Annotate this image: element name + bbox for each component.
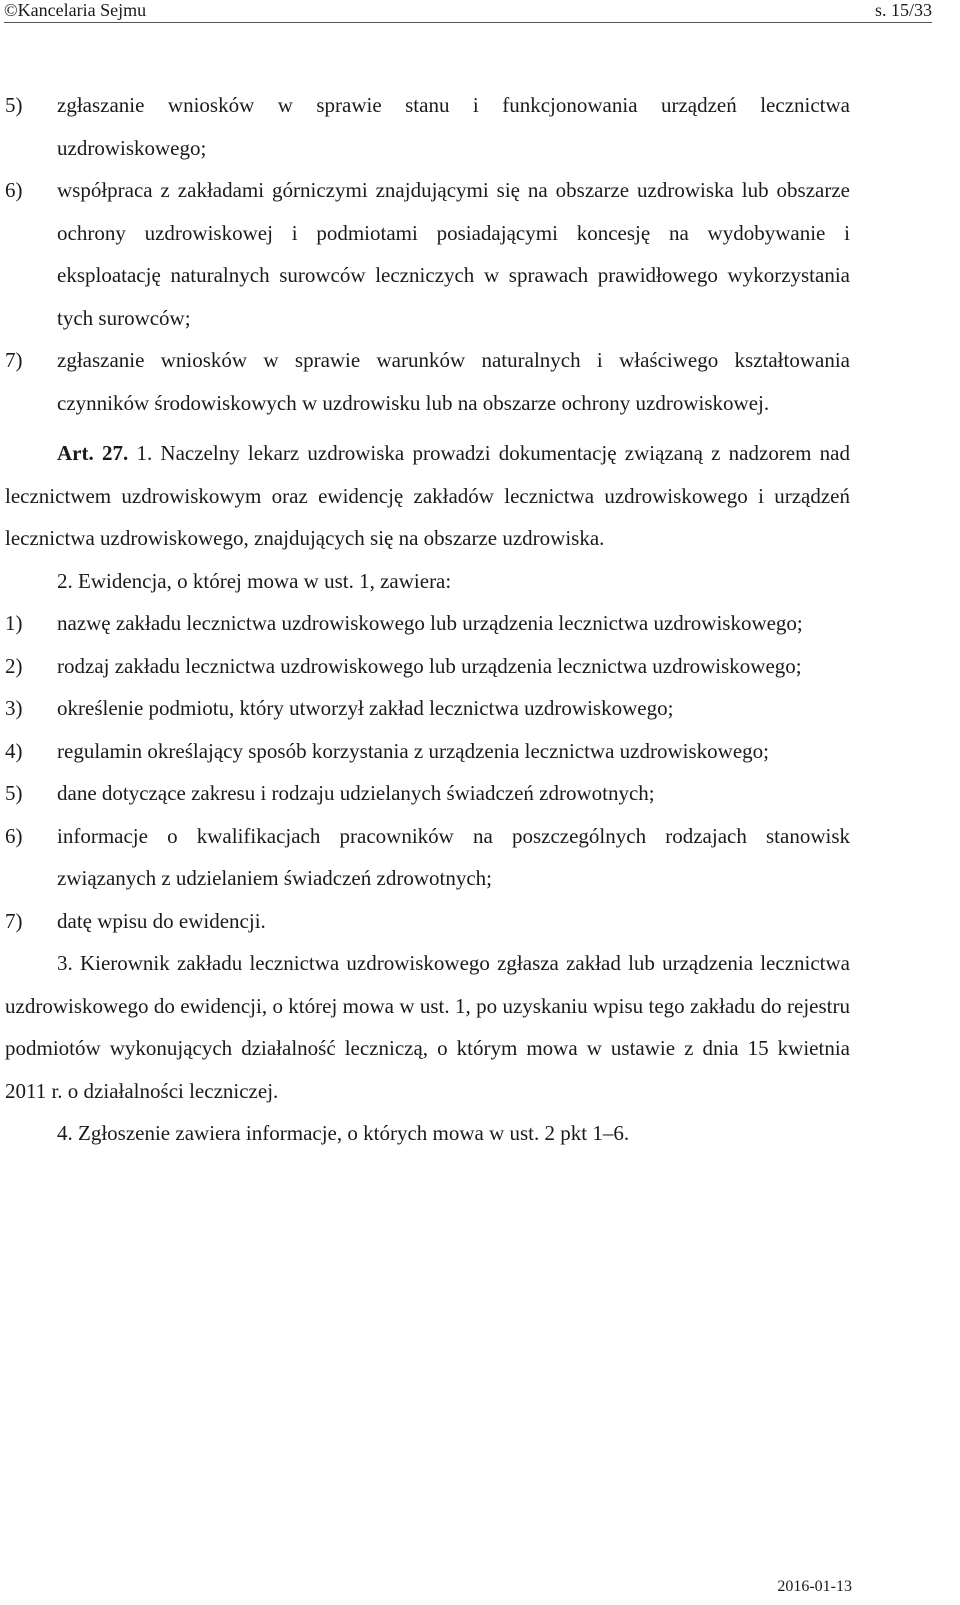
article-paragraph-2: 2. Ewidencja, o której mowa w ust. 1, zawiera:	[57, 568, 452, 593]
article-paragraph-1-text: 1. Naczelny lekarz uzdrowiska prowadzi dokumentację związaną z nadzorem nad lecznictwem uzdrowiskowym oraz ewidencję zakładów lecznictwa uzdrowiskowego i urządzeń lecznictwa uzdrowiskowego, znajdujących się na obszarze uzdrowiska.	[5, 441, 851, 550]
list-item	[5, 730, 850, 773]
list-item	[5, 84, 850, 169]
list-item	[5, 339, 850, 424]
page-header	[4, 0, 932, 23]
list-item-number: 7)	[5, 908, 23, 933]
list-item	[5, 602, 850, 645]
list-item	[5, 815, 850, 900]
footer-date: 2016-01-13	[777, 1578, 852, 1595]
list-item-text: dane dotyczące zakresu i rodzaju udzielanych świadczeń zdrowotnych;	[57, 781, 655, 805]
list-item	[5, 772, 850, 815]
list-item-text: nazwę zakładu lecznictwa uzdrowiskowego lub urządzenia lecznictwa uzdrowiskowego;	[57, 611, 803, 635]
list-item-text: zgłaszanie wniosków w sprawie stanu i funkcjonowania urządzeń lecznictwa uzdrowiskowego;	[57, 93, 850, 160]
article-paragraph-3: 3. Kierownik zakładu lecznictwa uzdrowiskowego zgłasza zakład lub urządzenia lecznictwa uzdrowiskowego do ewidencji, o której mowa w ust. 1, po uzyskaniu wpisu tego zakładu do rejestru podmiotów wykonujących działalność leczniczą, o którym mowa w ustawie z dnia 15 kwietnia 2011 r. o działalności leczniczej.	[5, 951, 850, 1103]
list-item	[5, 645, 850, 688]
list-item-number: 2)	[5, 653, 23, 678]
list-item-number: 6)	[5, 178, 23, 202]
list-item-text: informacje o kwalifikacjach pracowników na poszczególnych rodzajach stanowisk związanych z udzielaniem świadczeń zdrowotnych;	[57, 823, 850, 890]
list-item-number: 4)	[5, 738, 23, 763]
list-item-number: 6)	[5, 823, 23, 848]
header-page-number: s. 15/33	[874, 0, 932, 20]
list-item-number: 5)	[5, 781, 23, 805]
list-item-text: regulamin określający sposób korzystania z urządzenia lecznictwa uzdrowiskowego;	[57, 738, 769, 763]
list-item-number: 1)	[5, 611, 23, 635]
document-body	[5, 84, 850, 1155]
list-item-text: określenie podmiotu, który utworzył zakład lecznictwa uzdrowiskowego;	[57, 696, 674, 720]
list-item-text: zgłaszanie wniosków w sprawie warunków naturalnych i właściwego kształtowania czynników środowiskowych w uzdrowisku lub na obszarze ochrony uzdrowiskowej.	[57, 348, 850, 415]
list-item-text: datę wpisu do ewidencji.	[57, 908, 266, 933]
list-item-number: 3)	[5, 696, 23, 720]
list-item	[5, 687, 850, 730]
list-item-text: rodzaj zakładu lecznictwa uzdrowiskowego lub urządzenia lecznictwa uzdrowiskowego;	[57, 653, 802, 678]
list-item	[5, 169, 850, 339]
article-label: Art. 27.	[57, 441, 129, 465]
article-paragraph-1	[5, 432, 850, 560]
list-item-number: 7)	[5, 348, 23, 372]
list-item-number: 5)	[5, 93, 23, 117]
list-item	[5, 900, 850, 943]
list-item-text: współpraca z zakładami górniczymi znajdującymi się na obszarze uzdrowiska lub obszarze ochrony uzdrowiskowej i podmiotami posiadającymi koncesję na wydobywanie i eksploatację naturalnych surowców leczniczych w sprawach prawidłowego wykorzystania tych surowców;	[57, 178, 850, 330]
article-paragraph-4: 4. Zgłoszenie zawiera informacje, o których mowa w ust. 2 pkt 1–6.	[57, 1121, 630, 1145]
header-source: ©Kancelaria Sejmu	[4, 0, 147, 20]
